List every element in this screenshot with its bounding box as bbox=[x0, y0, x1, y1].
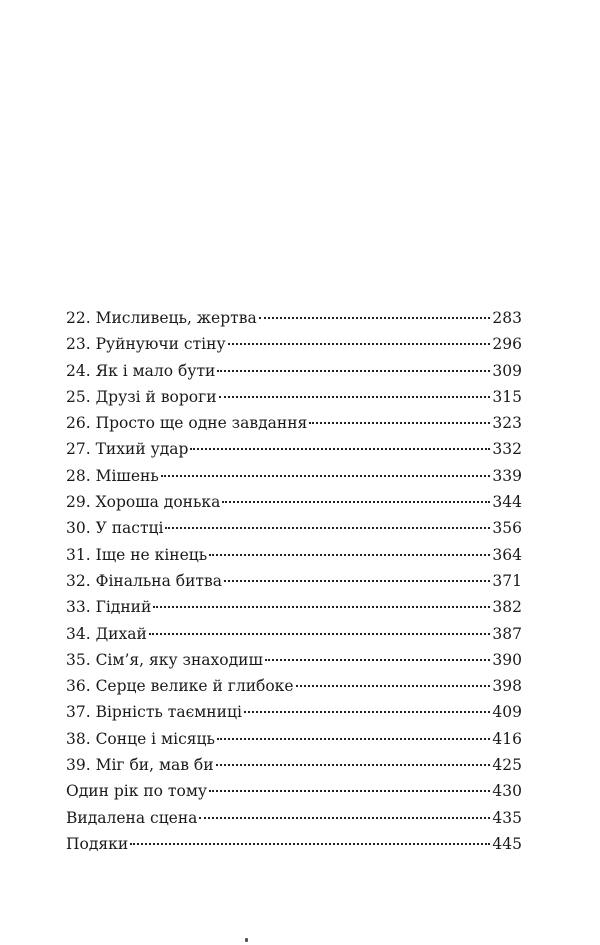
toc-entry-title: 26. Просто ще одне завдання bbox=[66, 414, 308, 433]
toc-leader-dots bbox=[209, 554, 490, 556]
toc-entry-page: 390 bbox=[492, 650, 522, 669]
toc-entry[interactable] bbox=[66, 726, 522, 752]
toc-entry-page: 296 bbox=[492, 335, 522, 354]
table-of-contents bbox=[66, 305, 522, 857]
toc-entry-page: 387 bbox=[492, 624, 522, 643]
toc-entry-title: 27. Тихий удар bbox=[66, 440, 189, 459]
toc-entry[interactable] bbox=[66, 463, 522, 489]
toc-leader-dots bbox=[217, 738, 490, 740]
toc-entry-title: 22. Мисливець, жертва bbox=[66, 309, 257, 327]
toc-entry[interactable] bbox=[66, 699, 522, 725]
toc-entry[interactable] bbox=[66, 594, 522, 620]
toc-entry-title: 30. У пастці bbox=[66, 519, 164, 538]
toc-entry-title: 33. Гідний bbox=[66, 598, 152, 617]
toc-entry-page: 435 bbox=[492, 808, 522, 827]
toc-entry-title: 28. Мішень bbox=[66, 466, 159, 485]
toc-entry-title: 24. Як і мало бути bbox=[66, 361, 216, 380]
toc-entry[interactable] bbox=[66, 647, 522, 673]
toc-leader-dots bbox=[219, 396, 491, 398]
toc-entry-title: 36. Серце велике й глибоке bbox=[66, 677, 294, 696]
toc-leader-dots bbox=[217, 370, 490, 372]
toc-leader-dots bbox=[161, 475, 491, 477]
toc-entry-title: 31. Іще не кінець bbox=[66, 545, 208, 564]
toc-entry-page: 283 bbox=[492, 309, 522, 327]
toc-entry-page: 425 bbox=[492, 756, 522, 775]
toc-entry[interactable] bbox=[66, 673, 522, 699]
toc-entry[interactable] bbox=[66, 621, 522, 647]
toc-entry-title: 23. Руйнуючи стіну bbox=[66, 335, 226, 354]
toc-leader-dots bbox=[224, 580, 490, 582]
toc-entry-title: 37. Вірність таємниці bbox=[66, 703, 242, 722]
toc-entry[interactable] bbox=[66, 331, 522, 357]
toc-entry-page: 339 bbox=[492, 466, 522, 485]
toc-entry-title: 25. Друзі й вороги bbox=[66, 387, 217, 406]
toc-leader-dots bbox=[199, 817, 490, 819]
toc-entry-page: 409 bbox=[492, 703, 522, 722]
print-speck bbox=[245, 938, 248, 942]
toc-entry-title: Подяки bbox=[66, 834, 129, 853]
toc-leader-dots bbox=[222, 501, 490, 503]
toc-entry-title: 29. Хороша донька bbox=[66, 493, 221, 512]
toc-leader-dots bbox=[259, 317, 491, 319]
toc-entry-page: 430 bbox=[492, 782, 522, 801]
toc-leader-dots bbox=[209, 790, 490, 792]
toc-entry-title: Видалена сцена bbox=[66, 808, 198, 827]
toc-entry[interactable] bbox=[66, 568, 522, 594]
toc-leader-dots bbox=[130, 843, 490, 845]
toc-leader-dots bbox=[153, 606, 490, 608]
toc-entry[interactable] bbox=[66, 489, 522, 515]
toc-entry-page: 332 bbox=[492, 440, 522, 459]
toc-leader-dots bbox=[190, 448, 490, 450]
toc-entry-title: 35. Сім’я, яку знаходиш bbox=[66, 650, 263, 669]
toc-entry[interactable] bbox=[66, 778, 522, 804]
toc-entry[interactable] bbox=[66, 436, 522, 462]
toc-leader-dots bbox=[228, 343, 491, 345]
toc-entry[interactable] bbox=[66, 358, 522, 384]
toc-entry-title: Один рік по тому bbox=[66, 782, 208, 801]
toc-entry-page: 323 bbox=[492, 414, 522, 433]
toc-entry-title: 39. Міг би, мав би bbox=[66, 756, 214, 775]
toc-entry[interactable] bbox=[66, 305, 522, 331]
toc-entry[interactable] bbox=[66, 805, 522, 831]
toc-entry[interactable] bbox=[66, 410, 522, 436]
toc-entry[interactable] bbox=[66, 384, 522, 410]
toc-leader-dots bbox=[309, 422, 490, 424]
toc-entry-page: 416 bbox=[492, 729, 522, 748]
toc-entry-page: 364 bbox=[492, 545, 522, 564]
toc-entry-page: 382 bbox=[492, 598, 522, 617]
toc-entry[interactable] bbox=[66, 515, 522, 541]
toc-leader-dots bbox=[244, 711, 491, 713]
toc-entry-page: 309 bbox=[492, 361, 522, 380]
toc-entry[interactable] bbox=[66, 752, 522, 778]
toc-entry[interactable] bbox=[66, 831, 522, 857]
toc-leader-dots bbox=[216, 764, 491, 766]
toc-entry[interactable] bbox=[66, 542, 522, 568]
toc-entry-page: 315 bbox=[492, 387, 522, 406]
toc-entry-title: 38. Сонце і місяць bbox=[66, 729, 215, 748]
toc-entry-page: 356 bbox=[492, 519, 522, 538]
toc-leader-dots bbox=[265, 659, 491, 661]
toc-leader-dots bbox=[165, 527, 490, 529]
toc-entry-page: 344 bbox=[492, 493, 522, 512]
toc-entry-page: 398 bbox=[492, 677, 522, 696]
toc-entry-page: 445 bbox=[492, 834, 522, 853]
toc-entry-page: 371 bbox=[492, 571, 522, 590]
toc-leader-dots bbox=[296, 685, 491, 687]
toc-leader-dots bbox=[149, 633, 491, 635]
toc-entry-title: 34. Дихай bbox=[66, 624, 147, 643]
toc-entry-title: 32. Фінальна битва bbox=[66, 571, 222, 590]
